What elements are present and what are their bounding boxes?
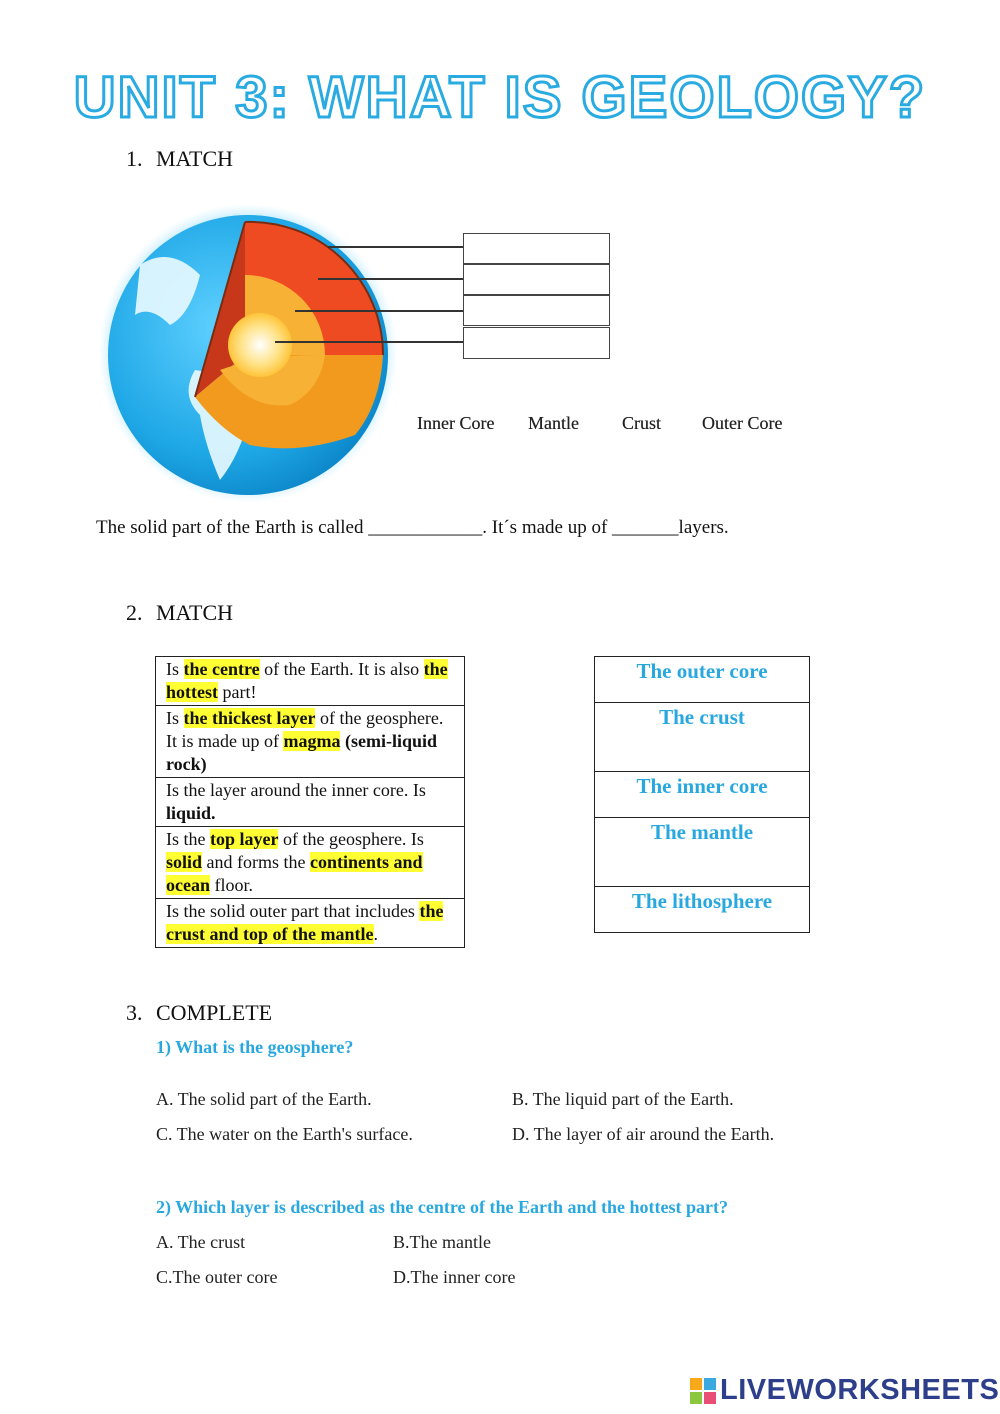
- label-answer-box-4[interactable]: [463, 327, 610, 359]
- logo-text: LIVEWORKSHEETS: [720, 1374, 1000, 1406]
- question-2: 2) Which layer is described as the centre of the Earth and the hottest part?: [156, 1197, 728, 1217]
- description-cell-3[interactable]: Is the layer around the inner core. Is liquid.: [156, 778, 465, 827]
- description-cell-5[interactable]: Is the solid outer part that includes the crust and top of the mantle.: [156, 899, 465, 948]
- section-1-number: 1.: [126, 146, 143, 171]
- q2-option-a[interactable]: A. The crust: [156, 1232, 246, 1252]
- description-row-1[interactable]: [156, 657, 465, 706]
- section-1-heading: [126, 146, 233, 172]
- q1-option-a[interactable]: A. The solid part of the Earth.: [156, 1089, 372, 1109]
- section-2-number: 2.: [126, 600, 143, 625]
- pointer-line-extensions: [400, 235, 470, 355]
- fill-in-sentence: The solid part of the Earth is called ____________. It´s made up of _______layers.: [96, 517, 729, 538]
- logo-block-2: [704, 1378, 716, 1390]
- logo-icon: [690, 1378, 716, 1404]
- answer-mantle[interactable]: The mantle: [595, 818, 810, 887]
- description-cell-1[interactable]: Is the centre of the Earth. It is also the hottest part!: [156, 657, 465, 706]
- word-outer-core[interactable]: Outer Core: [702, 413, 783, 433]
- question-1: 1) What is the geosphere?: [156, 1037, 354, 1057]
- q2-option-c[interactable]: C.The outer core: [156, 1267, 278, 1287]
- descriptions-table: [155, 656, 465, 948]
- q1-option-c[interactable]: C. The water on the Earth's surface.: [156, 1124, 413, 1144]
- description-row-5[interactable]: [156, 899, 465, 948]
- logo-block-4: [704, 1392, 716, 1404]
- description-row-4[interactable]: [156, 827, 465, 899]
- q2-option-b[interactable]: B.The mantle: [393, 1232, 491, 1252]
- section-2-title: MATCH: [156, 600, 234, 625]
- label-answer-box-3[interactable]: [463, 295, 610, 326]
- worksheet-title: UNIT 3: WHAT IS GEOLOGY?: [73, 65, 927, 130]
- description-row-2[interactable]: [156, 706, 465, 778]
- section-2-heading: [126, 600, 233, 626]
- section-3-heading: [126, 1000, 272, 1026]
- section-1-title: MATCH: [156, 146, 234, 171]
- description-cell-4[interactable]: Is the top layer of the geosphere. Is solid and forms the continents and ocean floor.: [156, 827, 465, 899]
- q1-option-b[interactable]: B. The liquid part of the Earth.: [512, 1089, 734, 1109]
- description-row-3[interactable]: [156, 778, 465, 827]
- label-answer-box-1[interactable]: [463, 233, 610, 264]
- answer-inner-core[interactable]: The inner core: [595, 772, 810, 818]
- q2-option-d[interactable]: D.The inner core: [393, 1267, 516, 1287]
- logo-block-3: [690, 1392, 702, 1404]
- answers-table: [594, 656, 810, 933]
- section-3-number: 3.: [126, 1000, 143, 1025]
- word-crust[interactable]: Crust: [622, 413, 662, 433]
- section-3-title: COMPLETE: [156, 1000, 273, 1025]
- answer-outer-core[interactable]: The outer core: [595, 657, 810, 703]
- logo-block-1: [690, 1378, 702, 1390]
- word-inner-core[interactable]: Inner Core: [417, 413, 495, 433]
- answer-crust[interactable]: The crust: [595, 703, 810, 772]
- description-cell-2[interactable]: Is the thickest layer of the geosphere. It is made up of magma (semi-liquid rock): [156, 706, 465, 778]
- inner-core-layer: [228, 313, 292, 377]
- label-answer-box-2[interactable]: [463, 264, 610, 295]
- earth-layers-image: [100, 205, 400, 505]
- answer-lithosphere[interactable]: The lithosphere: [595, 887, 810, 933]
- word-mantle[interactable]: Mantle: [528, 413, 579, 433]
- liveworksheets-logo: [690, 1374, 999, 1407]
- q1-option-d[interactable]: D. The layer of air around the Earth.: [512, 1124, 775, 1144]
